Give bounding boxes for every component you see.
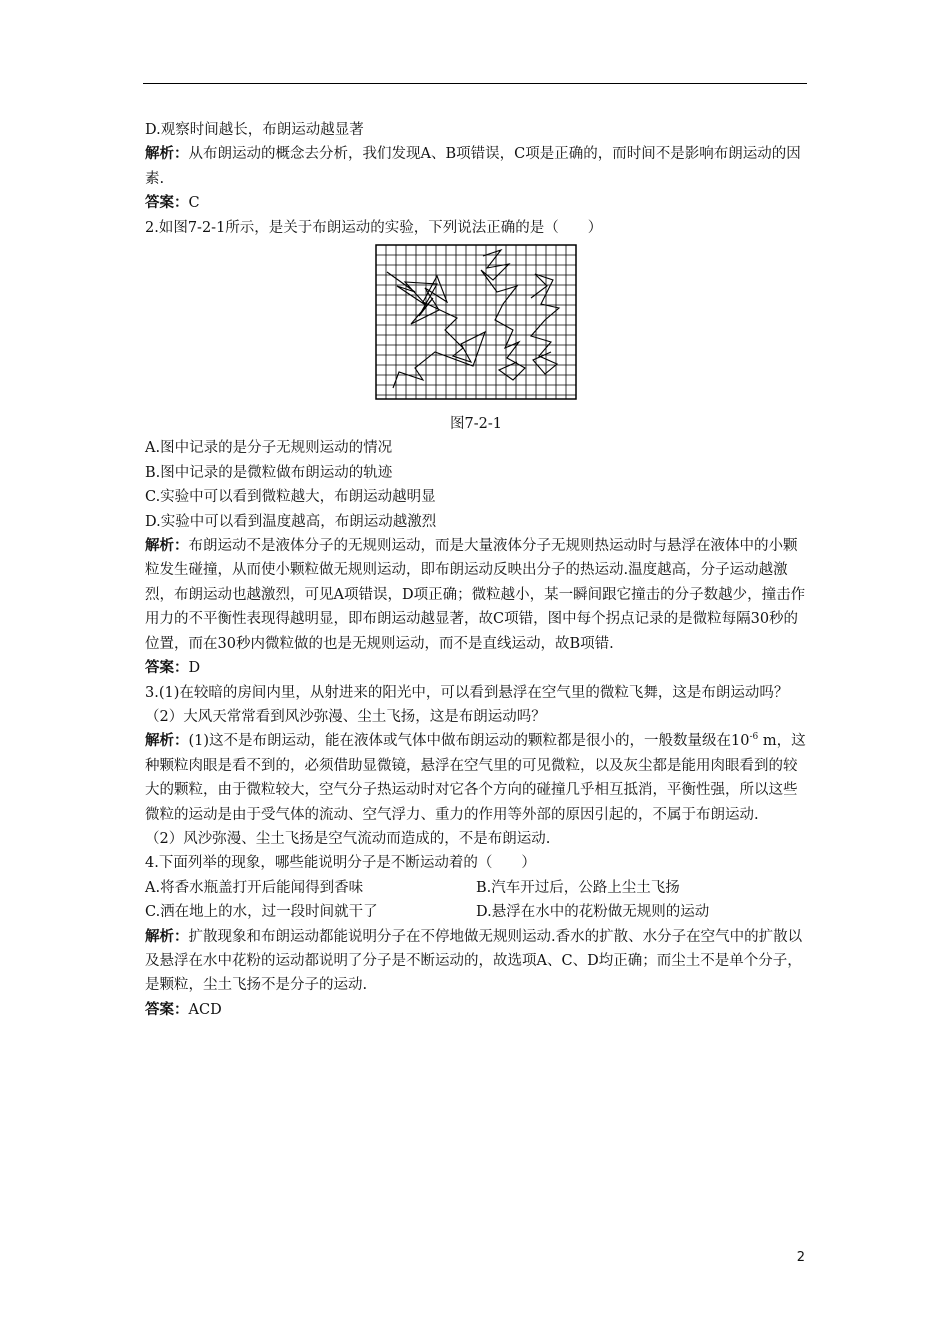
analysis-text-post: m，这种颗粒肉眼是看不到的，必须借助显微镜，悬浮在空气里的可见微粒，以及灰尘都是能用肉眼看到的较大的颗粒，由于微粒较大，空气分子热运动时对它各个方向的碰撞几乎相互抵消，平衡性强，所以这些微粒的运动是由于受气体的流动、空气浮力、重力的作用等外部的原因引起的，不属于布朗运动. [145,733,806,823]
answer-text: D [188,660,201,677]
brownian-figure [145,244,807,400]
q4-options-row-2 [145,900,807,924]
analysis-label: 解析： [145,537,189,555]
particle-trajectory [531,274,559,374]
q4-option-b: B.汽车开过后，公路上尘土飞扬 [476,879,680,896]
analysis-label: 解析： [145,927,189,945]
page-number: 2 [796,1250,805,1265]
analysis-text-pre: (1)这不是布朗运动，能在液体或气体中做布朗运动的颗粒都是很小的，一般数量级在10 [188,733,750,750]
q4-option-d: D.悬浮在水中的花粉做无规则的运动 [476,904,710,921]
q2-option-b: B.图中记录的是微粒做布朗运动的轨迹 [145,464,393,481]
q2-option-c: C.实验中可以看到微粒越大，布朗运动越明显 [145,489,436,506]
exponent: -6 [749,732,759,743]
brownian-motion-grid-figure [375,244,577,400]
q4-analysis [145,925,807,998]
q4-stem: 4.下面列举的现象，哪些能说明分子是不断运动着的（ ） [145,855,536,872]
analysis-text: 从布朗运动的概念去分析，我们发现A、B项错误，C项是正确的，而时间不是影响布朗运动的因素. [145,146,801,187]
answer-label: 答案： [145,659,189,677]
header-rule [143,83,807,84]
analysis-label: 解析： [145,732,189,750]
q3-analysis-1 [145,729,807,827]
page-content [145,118,807,1022]
analysis-text: 扩散现象和布朗运动都能说明分子在不停地做无规则运动.香水的扩散、水分子在空气中的扩散以及悬浮在水中花粉的运动都说明了分子是不断运动的，故选项A、C、D均正确；而尘土不是单个分子，是颗粒，尘土飞扬不是分子的运动. [145,928,803,994]
q2-answer [145,656,807,680]
q4-options-row-1 [145,876,807,900]
q1-option-d: D.观察时间越长，布朗运动越显著 [145,122,364,138]
q1-analysis [145,142,807,191]
analysis-text: 布朗运动不是液体分子的无规则运动，而是大量液体分子无规则热运动时与悬浮在液体中的小颗粒发生碰撞，从而使小颗粒做无规则运动，即布朗运动反映出分子的热运动.温度越高，分子运动越激烈，布朗运动也越激烈，可见A项错误，D项正确；微粒越小，某一瞬间跟它撞击的分子数越少，撞击作用力的不平衡性表现得越明显，即布朗运动越显著，故C项错，图中每个拐点记录的是微粒每隔30秒的位置，而在30秒内微粒做的也是无规则运动，而不是直线运动，故B项错. [145,538,806,652]
q3-stem-2: （2）大风天常常看到风沙弥漫、尘土飞扬，这是布朗运动吗？ [145,708,546,725]
q4-option-c: C.洒在地上的水，过一段时间就干了 [145,904,378,921]
q3-stem-1: 3.(1)在较暗的房间内里，从射进来的阳光中，可以看到悬浮在空气里的微粒飞舞，这是布朗运动吗？ [145,684,789,701]
q2-analysis [145,534,807,656]
q4-answer [145,998,807,1022]
q2-option-d: D.实验中可以看到温度越高，布朗运动越激烈 [145,513,437,530]
q3-analysis-2: （2）风沙弥漫、尘土飞扬是空气流动而造成的，不是布朗运动. [145,830,551,847]
analysis-label: 解析： [145,145,189,163]
answer-label: 答案： [145,194,189,212]
answer-label: 答案： [145,1000,189,1018]
answer-text: C [188,195,200,212]
figure-caption: 图7-2-1 [450,416,502,433]
q2-stem: 2.如图7-2-1所示，是关于布朗运动的实验，下列说法正确的是（ ） [145,219,603,236]
q4-option-a: A.将香水瓶盖打开后能闻得到香味 [145,879,364,896]
answer-text: ACD [188,1001,222,1018]
q2-option-a: A.图中记录的是分子无规则运动的情况 [145,440,393,457]
q1-answer [145,191,807,215]
